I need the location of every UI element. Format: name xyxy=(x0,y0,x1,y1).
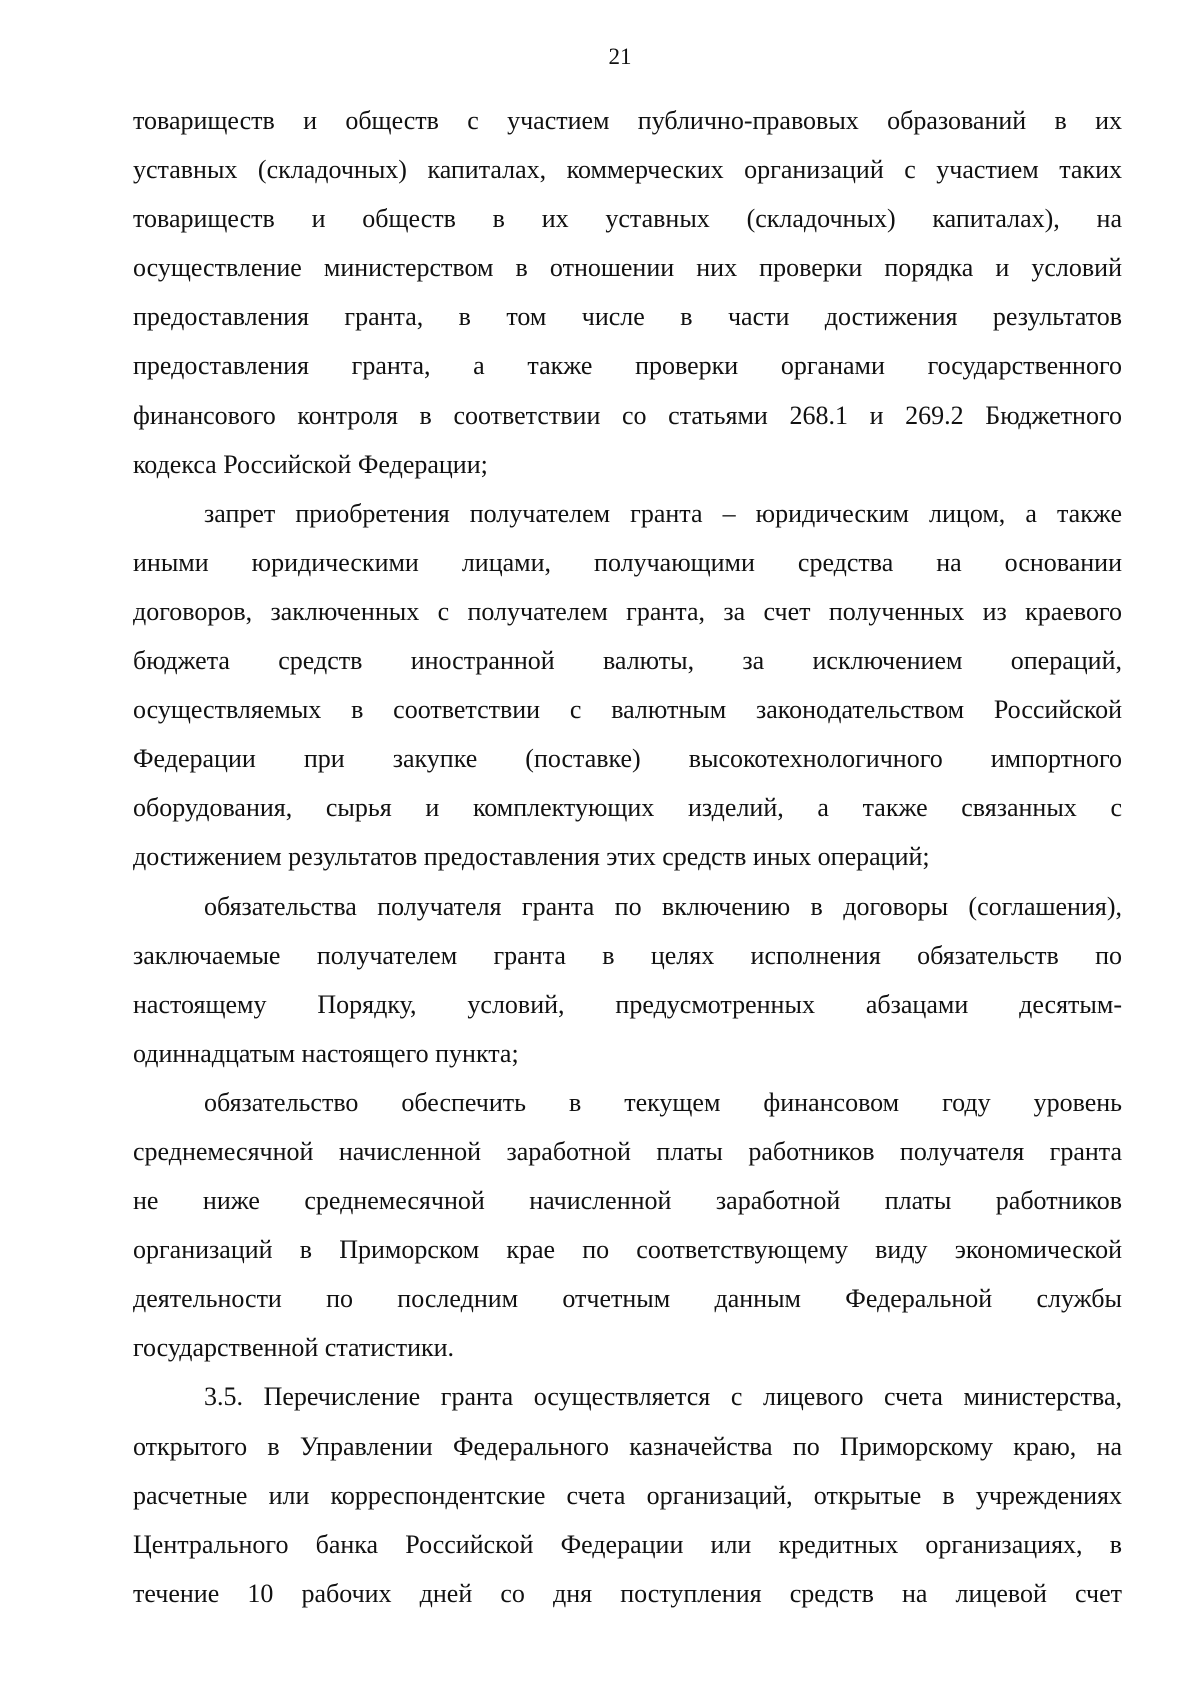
text-line: уставных (складочных) капиталах, коммерческих организаций с участием таких xyxy=(133,155,1122,185)
text-line: обязательства получателя гранта по включению в договоры (соглашения), xyxy=(204,891,1122,921)
paragraph-5 xyxy=(133,1372,1122,1617)
text-line: предоставления гранта, в том числе в части достижения результатов xyxy=(133,302,1122,332)
text-line: организаций в Приморском крае по соответствующему виду экономической xyxy=(133,1235,1122,1265)
text-line: заключаемые получателем гранта в целях исполнения обязательств по xyxy=(133,940,1122,970)
text-line: одиннадцатым настоящего пункта; xyxy=(133,1038,519,1068)
text-line: товариществ и обществ с участием публично-правовых образований в их xyxy=(133,106,1122,135)
text-line: течение 10 рабочих дней со дня поступления средств на лицевой счет xyxy=(133,1578,1122,1608)
text-line: кодекса Российской Федерации; xyxy=(133,449,488,479)
text-line: 3.5. Перечисление гранта осуществляется с лицевого счета министерства, xyxy=(204,1382,1122,1412)
text-line: предоставления гранта, а также проверки органами государственного xyxy=(133,351,1122,381)
text-line: Центрального банка Российской Федерации или кредитных организациях, в xyxy=(133,1529,1122,1559)
text-line: расчетные или корреспондентские счета организаций, открытые в учреждениях xyxy=(133,1480,1122,1510)
text-line: достижением результатов предоставления этих средств иных операций; xyxy=(133,842,930,872)
text-line: среднемесячной начисленной заработной платы работников получателя гранта xyxy=(133,1136,1122,1166)
text-line: Федерации при закупке (поставке) высокотехнологичного импортного xyxy=(133,744,1122,774)
paragraph-4 xyxy=(133,1078,1122,1373)
document-body xyxy=(133,96,1122,1618)
page-number: 21 xyxy=(608,44,632,69)
text-line: договоров, заключенных с получателем гранта, за счет полученных из краевого xyxy=(133,596,1122,626)
text-line: товариществ и обществ в их уставных (складочных) капиталах), на xyxy=(133,204,1122,234)
paragraph-2 xyxy=(133,489,1122,882)
paragraph-1 xyxy=(133,96,1122,489)
text-line: не ниже среднемесячной начисленной заработной платы работников xyxy=(133,1186,1122,1216)
text-line: осуществление министерством в отношении них проверки порядка и условий xyxy=(133,253,1122,283)
text-line: запрет приобретения получателем гранта – юридическим лицом, а также xyxy=(204,498,1122,528)
text-line: осуществляемых в соответствии с валютным законодательством Российской xyxy=(133,695,1122,725)
text-line: деятельности по последним отчетным данным Федеральной службы xyxy=(133,1284,1122,1314)
text-line: оборудования, сырья и комплектующих изделий, а также связанных с xyxy=(133,793,1122,823)
text-line: финансового контроля в соответствии со статьями 268.1 и 269.2 Бюджетного xyxy=(133,400,1122,430)
text-line: иными юридическими лицами, получающими средства на основании xyxy=(133,547,1122,577)
paragraph-3 xyxy=(133,882,1122,1078)
text-line: открытого в Управлении Федерального казначейства по Приморскому краю, на xyxy=(133,1431,1122,1461)
text-line: настоящему Порядку, условий, предусмотренных абзацами десятым- xyxy=(133,989,1122,1019)
text-line: обязательство обеспечить в текущем финансовом году уровень xyxy=(204,1087,1122,1117)
text-line: государственной статистики. xyxy=(133,1333,455,1363)
text-line: бюджета средств иностранной валюты, за исключением операций, xyxy=(133,646,1122,676)
